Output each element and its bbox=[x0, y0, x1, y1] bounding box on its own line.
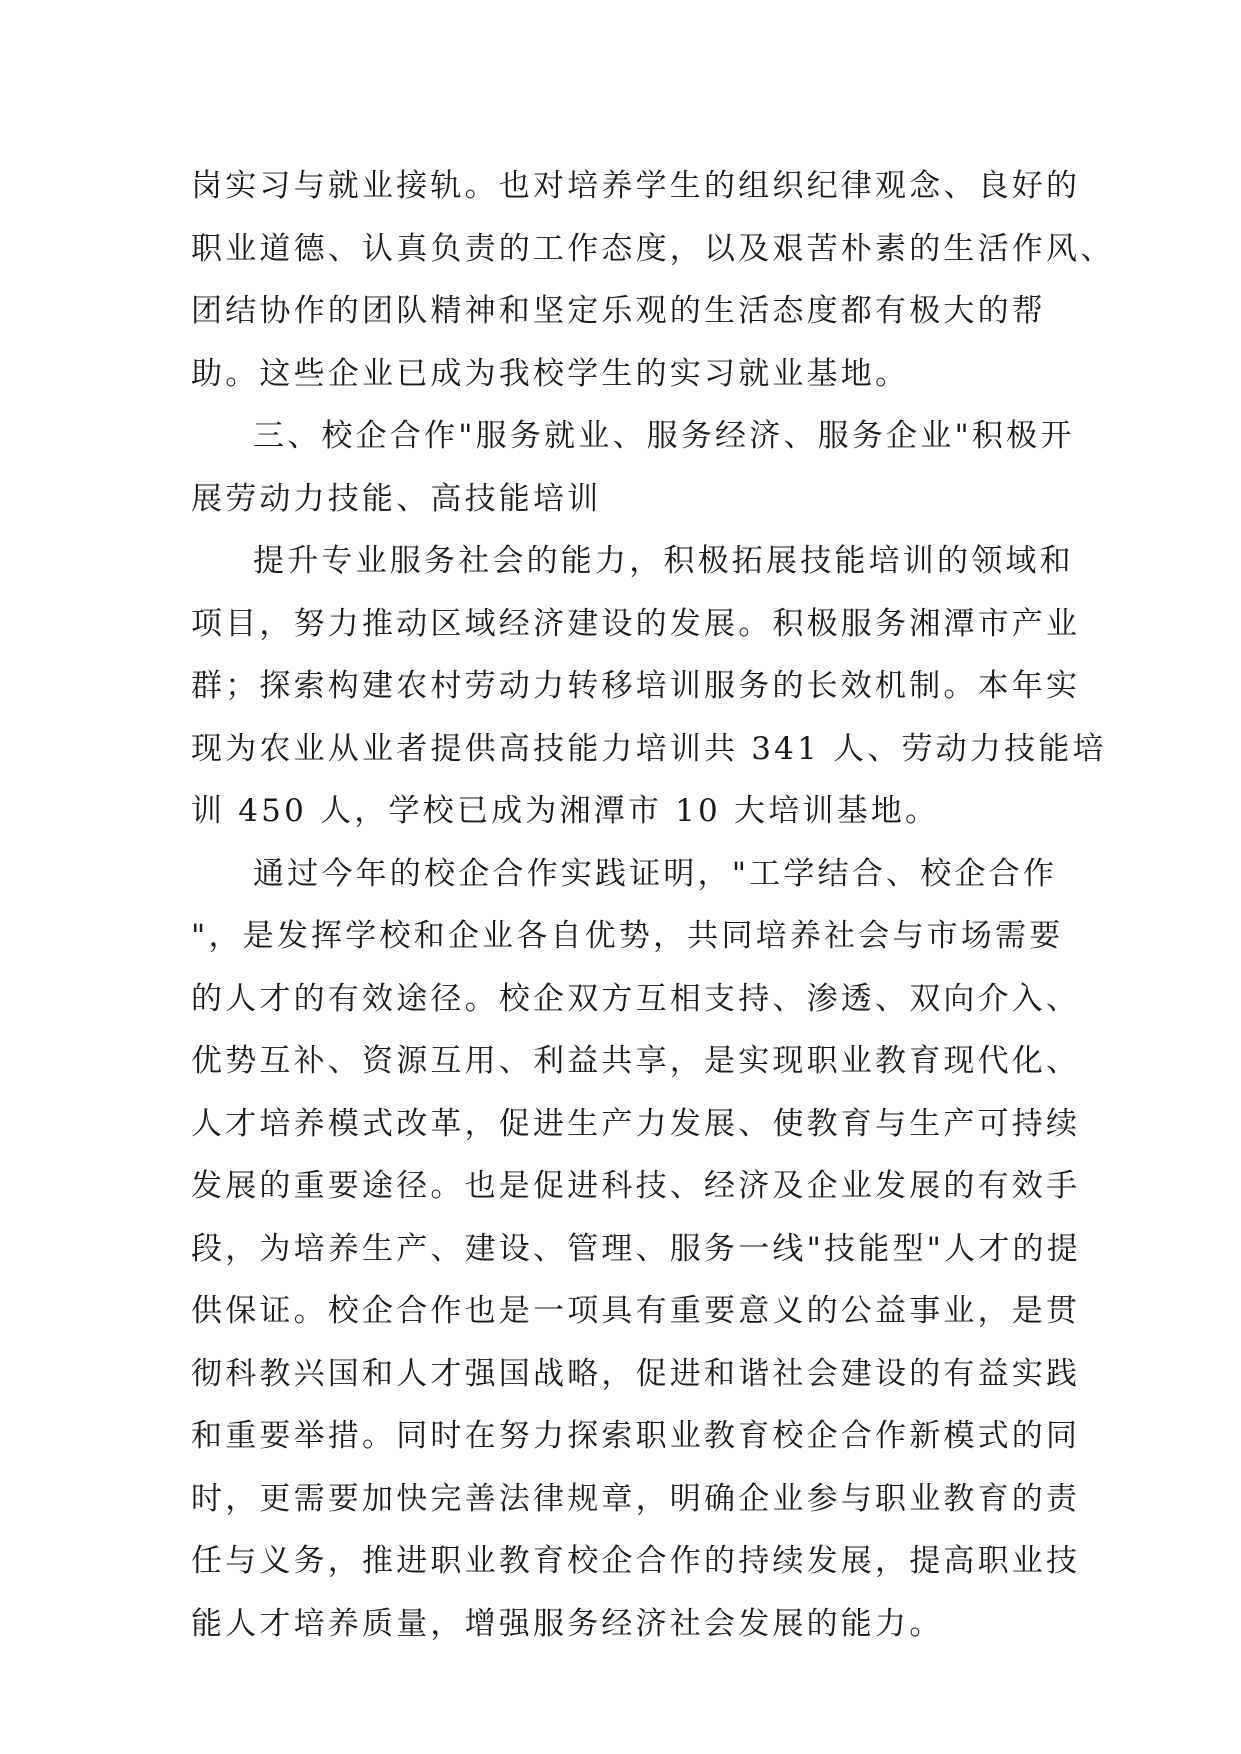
text-line: 现为农业从业者提供高技能力培训共 341 人、劳动力技能培 bbox=[191, 730, 1107, 767]
text-line: 任与义务，推进职业教育校企合作的持续发展，提高职业技 bbox=[191, 1543, 1081, 1579]
text-line: 职业道德、认真负责的工作态度，以及艰苦朴素的生活作风、 bbox=[191, 230, 1115, 267]
text-line: 展劳动力技能、高技能培训 bbox=[191, 480, 602, 517]
text-line: 的人才的有效途径。校企双方互相支持、渗透、双向介入、 bbox=[191, 980, 1081, 1017]
text-line: 助。这些企业已成为我校学生的实习就业基地。 bbox=[191, 355, 910, 392]
text-line: 段，为培养生产、建设、管理、服务一线"技能型"人才的提 bbox=[191, 1230, 1081, 1267]
text-line: 提升专业服务社会的能力，积极拓展技能培训的领域和 bbox=[253, 543, 1074, 579]
text-line: 项目，努力推动区域经济建设的发展。积极服务湘潭市产业 bbox=[191, 605, 1081, 642]
text-line: 岗实习与就业接轨。也对培养学生的组织纪律观念、良好的 bbox=[191, 168, 1081, 204]
text-line: 优势互补、资源互用、利益共享，是实现职业教育现代化、 bbox=[191, 1043, 1081, 1079]
text-line: 和重要举措。同时在努力探索职业教育校企合作新模式的同 bbox=[191, 1418, 1081, 1454]
text-line: 三、校企合作"服务就业、服务经济、服务企业"积极开 bbox=[253, 418, 1075, 454]
text-line: 人才培养模式改革，促进生产力发展、使教育与生产可持续 bbox=[191, 1105, 1081, 1142]
text-line: 发展的重要途径。也是促进科技、经济及企业发展的有效手 bbox=[191, 1168, 1081, 1204]
text-line: 群；探索构建农村劳动力转移培训服务的长效机制。本年实 bbox=[191, 668, 1081, 704]
text-line: 通过今年的校企合作实践证明，"工学结合、校企合作 bbox=[253, 855, 1058, 892]
text-line: 训 450 人，学校已成为湘潭市 10 大培训基地。 bbox=[191, 793, 940, 829]
text-line: 供保证。校企合作也是一项具有重要意义的公益事业，是贯 bbox=[191, 1293, 1081, 1329]
text-line: 时，更需要加快完善法律规章，明确企业参与职业教育的责 bbox=[191, 1480, 1081, 1517]
text-line: "，是发挥学校和企业各自优势，共同培养社会与市场需要 bbox=[191, 918, 1064, 954]
text-line: 能人才培养质量，增强服务经济社会发展的能力。 bbox=[191, 1605, 944, 1642]
body-text bbox=[191, 155, 1115, 1655]
text-line: 彻科教兴国和人才强国战略，促进和谐社会建设的有益实践 bbox=[191, 1355, 1081, 1392]
text-line: 团结协作的团队精神和坚定乐观的生活态度都有极大的帮 bbox=[191, 293, 1046, 329]
